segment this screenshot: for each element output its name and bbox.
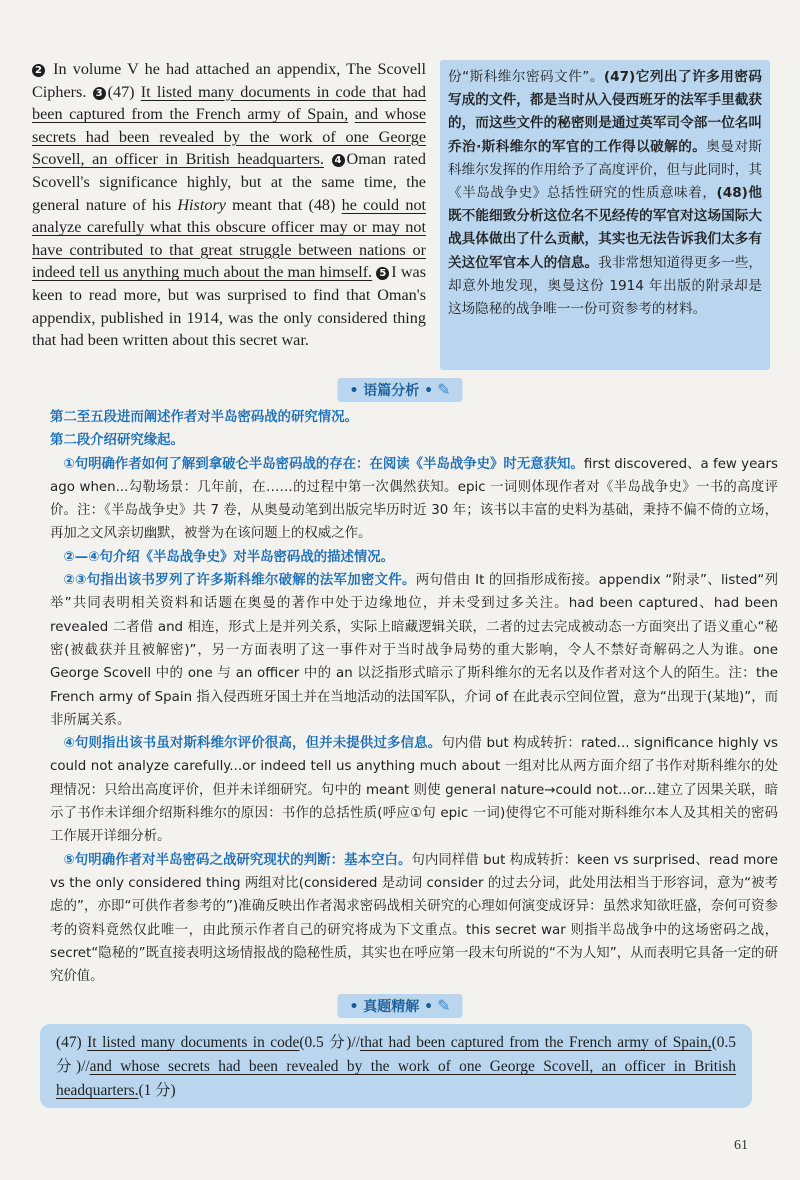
analysis-body [50,406,778,988]
answer-segment-1: It listed many documents in code [87,1034,300,1051]
sentence-number-4: 4 [332,154,345,167]
section-heading-analysis-label: • 语篇分析 • [349,383,434,399]
sentence-number-5: 5 [376,267,389,280]
sentence-4a: Oman rated Scovell's significance highly, but at the same time, the general nature of his [32,150,427,214]
answer-segment-3: and whose secrets had been revealed by the work of one George Scovell, an officer in British headquarters. [56,1058,736,1099]
analysis-sentences-2-3-point: ②③句指出该书罗列了许多斯科维尔破解的法军加密文件。 [63,573,416,589]
answer-score-3: (1 分) [138,1082,176,1099]
translation-box [440,60,770,370]
analysis-sentence-4-detail: 句内借 but 构成转折：rated... significance highly vs could not analyze carefully...or indeed tell us anything much about 一组对比从两方面介绍了书作对斯科维尔的处理情况：只给出高度评价，但并未详细研究。句中的 meant 则使 general nature→could not...or...建立了因果关联，暗示了书作未详细介绍斯科维尔的原因：书作的总括性质(呼应①句 epic 一词)使得它不可能对斯科维尔本人及其相关的密码工作展开详细分析。 [50,736,778,845]
analysis-sentences-2-3 [50,569,778,732]
translation-47: (47)它列出了许多用密码写成的文件，都是当时从入侵西班牙的法军手里截获的，而这些文件的秘密则是通过英军司令部一位名叫乔治·斯科维尔的军官的工作得以破解的。 [448,69,762,155]
translation-3: 奥曼对斯科维尔发挥的作用给予了高度评价，但与此同时，其《半岛战争史》总括性研究的性质意味着， [448,138,763,202]
analysis-sentence-5 [50,849,778,989]
answer-segment-2: that had been captured from the French army of Spain, [359,1034,712,1051]
answer-score-2: (0.5 分)// [56,1034,736,1075]
sentence-number-3: 3 [93,87,106,100]
analysis-sentence-4-point: ④句则指出该书虽对斯科维尔评价很高，但并未提供过多信息。 [63,736,442,752]
underlined-clause-48: he could not analyze carefully what this obscure officer may or may not have contributed to that great struggle between nations or indeed tell us anything much about the man himself. [32,195,427,282]
analysis-sentence-1 [50,453,778,546]
analysis-sentence-4 [50,732,778,848]
pen-icon: ✎ [437,996,451,1015]
book-title-history: History [177,195,226,214]
question-mark-48: (48) [308,195,336,214]
analysis-sentences-2-3-detail: 两句借由 It 的回指形成衔接。appendix “附录”、listed“列举”共同表明相关资料和话题在奥曼的著作中处于边缘地位，并未受到过多关注。had been captured、had been revealed 二者借 and 相连，形式上是并列关系，实际上暗藏逻辑关联，二者的过去完成被动态一方面突出了语义重心“秘密(被截获并且被解密)”，另一方面表明了这一事件对于当时战争局势的重大影响，令人不禁好奇解码之人为谁。one George Scovell 中的 one 与 an officer 中的 an 以泛指形式暗示了斯科维尔的无名以及作者对这个人的陌生。注：the French army of Spain 指入侵西班牙国土并在当地活动的法国军队，介词 of 在此表示空间位置，意为“出现于(某地)”，而非所属关系。 [50,573,778,728]
english-passage [32,58,426,352]
page-number: 61 [734,1138,748,1153]
translation-5: 我非常想知道得更多一些，却意外地发现，奥曼这份 1914 年出版的附录却是这场隐秘的战争唯一一份可资参考的材料。 [448,254,762,318]
sentence-4b: meant that [232,195,303,214]
analysis-sentences-2-4-intro: ②—④句介绍《半岛战争史》对半岛密码战的描述情况。 [63,549,395,565]
analysis-sentence-5-point: ⑤句明确作者对半岛密码之战研究现状的判断：基本空白。 [63,852,412,868]
section-heading-answer [337,994,462,1018]
analysis-sentence-5-detail: 句内同样借 but 构成转折：keen vs surprised、read more vs the only considered thing 两组对比(considered 是动词 consider 的过去分词，此处用法相当于形容词，意为“被考虑的”，亦即“可供作者参考的”)准确反映出作者渴求密码战相关研究的心理如何演变成讶异：虽然求知欲旺盛，奈何可资参考的资料竟然仅此唯一，由此预示作者自己的研究将成为下文重点。this secret war 则指半岛战争中的这场密码之战，secret“隐秘的”既直接表明这场情报战的隐秘性质，其实也在呼应第一段末句所说的“不为人知”，从而表明它具备一定的研究价值。 [50,852,778,985]
answer-box [40,1024,752,1108]
sentence-5: I was keen to read more, but was surprised to find that Oman's appendix, published in 1914, was the only considered thing that had been written about this secret war. [32,263,426,350]
question-mark-47: (47) [107,82,135,101]
translation-48: (48)他既不能细致分析这位名不见经传的军官对这场国际大战具体做出了什么贡献，其实也无法告诉我们太多有关这位军官本人的信息。 [448,185,763,271]
answer-question-mark: (47) [56,1034,82,1051]
answer-score-1: (0.5 分)// [299,1034,360,1051]
underlined-clause-47a: It listed many documents in code that had been captured from the French army of Spain, [32,82,427,124]
sentence-number-2: 2 [32,64,45,77]
analysis-para2-intro: 第二段介绍研究缘起。 [50,433,184,449]
analysis-sentence-1-detail: first discovered、a few years ago when...勾勒场景：几年前，在……的过程中第一次偶然获知。epic 一词则体现作者对《半岛战争史》一书的高度评价。注：《半岛战争史》共 7 卷，从奥曼动笔到出版完毕历时近 30 年；该书以丰富的史料为基础，秉持不偏不倚的立场，再加之文风亲切幽默，被誉为在该问题上的权威之作。 [50,456,778,542]
section-heading-answer-label: • 真题精解 • [349,999,434,1015]
section-heading-analysis [337,378,462,402]
pen-icon: ✎ [437,380,451,399]
sentence-2: In volume V he had attached an appendix, The Scovell Ciphers. [32,60,426,101]
analysis-sentence-1-point: ①句明确作者如何了解到拿破仑半岛密码战的存在：在阅读《半岛战争史》时无意获知。 [63,456,584,472]
underlined-clause-47b: and whose secrets had been revealed by the work of one George Scovell, an officer in British headquarters. [32,105,427,169]
analysis-intro: 第二至五段进而阐述作者对半岛密码战的研究情况。 [50,410,358,425]
translation-1: 份“斯科维尔密码文件”。 [448,69,604,85]
